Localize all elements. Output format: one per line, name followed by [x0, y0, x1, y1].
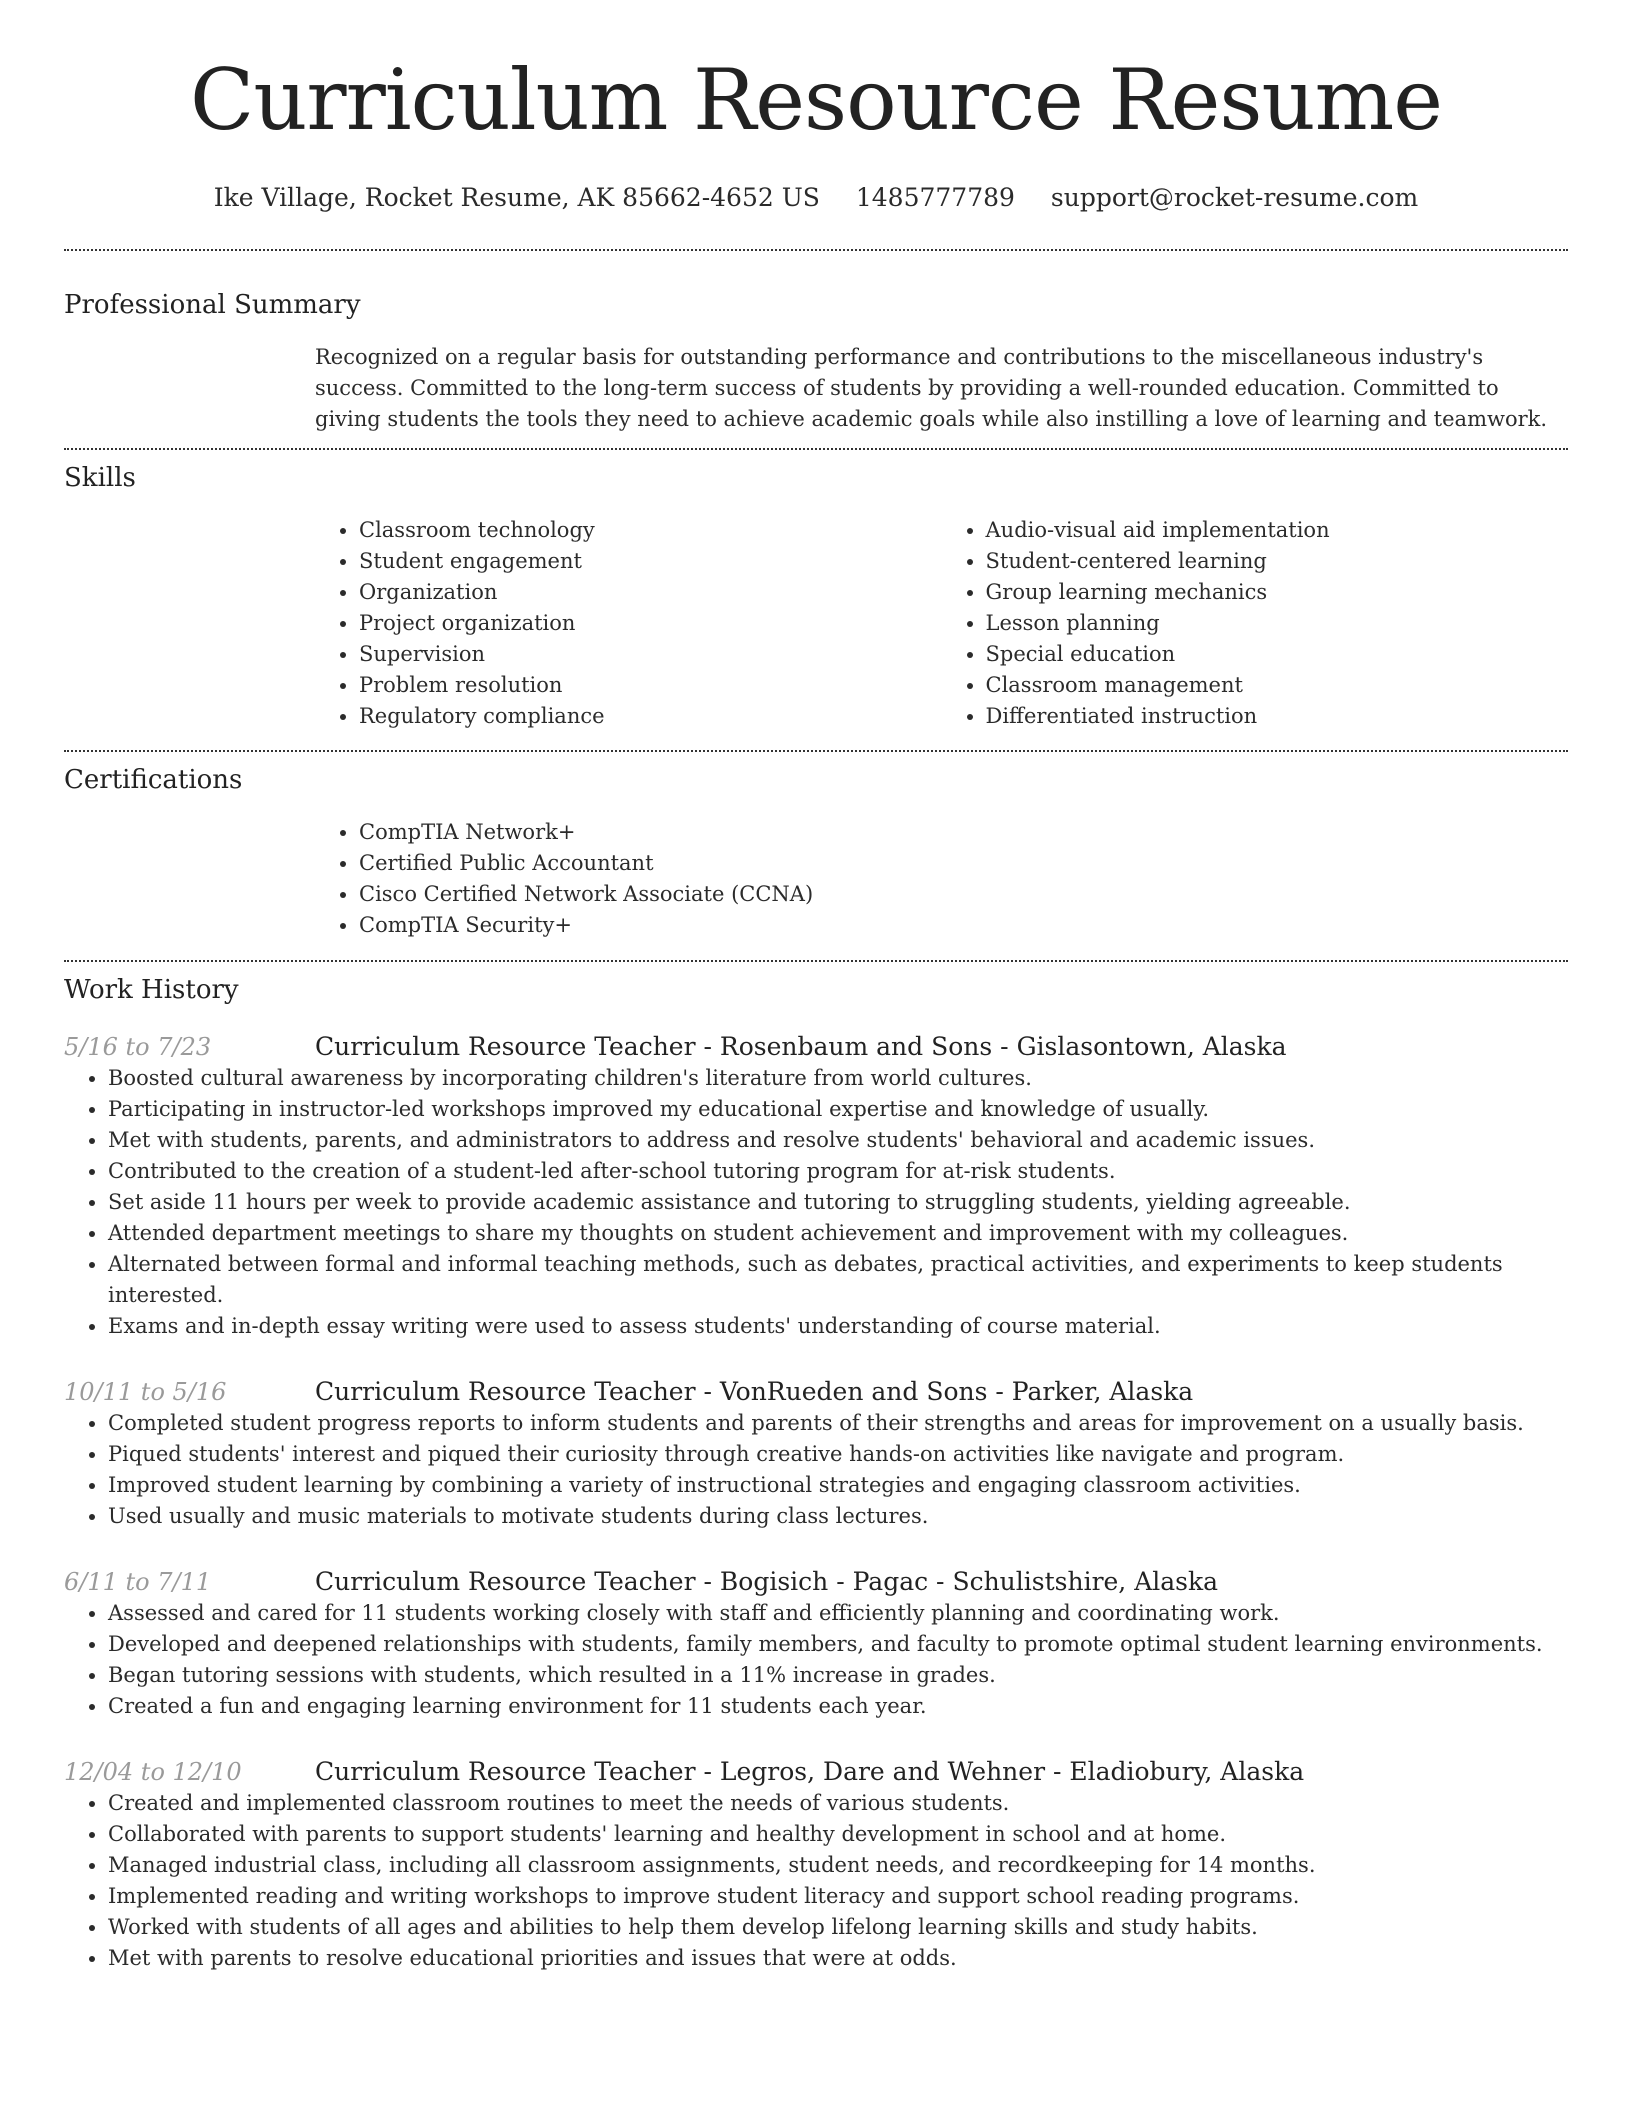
job-bullet: • Developed and deepened relationships with students, family members, and faculty to promote optimal student learning environments. [108, 1629, 1568, 1660]
job-entry [64, 1031, 1568, 1342]
certifications-heading: Certifications [64, 765, 243, 795]
job-title: Curriculum Resource Teacher - Bogisich - Pagac - Schulistshire, Alaska [315, 1567, 1219, 1596]
job-bullet: • Used usually and music materials to motivate students during class lectures. [108, 1501, 1568, 1532]
job-bullet: • Improved student learning by combining a variety of instructional strategies and engaging classroom activities. [108, 1470, 1568, 1501]
job-dates: 10/11 to 5/16 [64, 1378, 227, 1406]
job-bullet: • Managed industrial class, including all classroom assignments, student needs, and recordkeeping for 14 months. [108, 1850, 1568, 1881]
contact-phone: 1485777789 [855, 183, 1015, 212]
job-bullet: • Exams and in-depth essay writing were used to assess students' understanding of course material. [108, 1311, 1568, 1342]
job-title: Curriculum Resource Teacher - Legros, Dare and Wehner - Eladiobury, Alaska [315, 1757, 1305, 1786]
skills-list-left [315, 515, 942, 732]
job-bullet: • Boosted cultural awareness by incorporating children's literature from world cultures. [108, 1063, 1568, 1094]
divider [64, 249, 1568, 251]
job-bullet: • Alternated between formal and informal teaching methods, such as debates, practical activities, and experiments to keep students interested. [108, 1249, 1568, 1311]
skills-section [64, 462, 1568, 732]
skills-heading: Skills [64, 463, 136, 493]
job-bullet: • Attended department meetings to share my thoughts on student achievement and improvement with my colleagues. [108, 1218, 1568, 1249]
job-bullet: • Piqued students' interest and piqued their curiosity through creative hands-on activities like navigate and program. [108, 1439, 1568, 1470]
job-bullet: • Set aside 11 hours per week to provide academic assistance and tutoring to struggling students, yielding agreeable. [108, 1187, 1568, 1218]
summary-heading: Professional Summary [64, 290, 361, 320]
job-entry [64, 1566, 1568, 1722]
resume-page [64, 0, 1568, 1974]
divider [64, 448, 1568, 450]
skill-item: • Classroom technology [359, 515, 942, 546]
job-dates: 12/04 to 12/10 [64, 1758, 242, 1786]
certification-item: • Cisco Certified Network Associate (CCNA) [359, 879, 1568, 910]
job-bullets [64, 1788, 1568, 1974]
job-bullets [64, 1598, 1568, 1722]
certification-item: • CompTIA Security+ [359, 910, 1568, 941]
skill-item: • Regulatory compliance [359, 701, 942, 732]
certifications-content [315, 817, 1568, 941]
job-entry [64, 1376, 1568, 1532]
work-section [64, 974, 1568, 1974]
summary-section [64, 289, 1568, 435]
contact-email: support@rocket-resume.com [1050, 183, 1419, 212]
job-bullet: • Contributed to the creation of a student-led after-school tutoring program for at-risk students. [108, 1156, 1568, 1187]
certifications-section [64, 764, 1568, 941]
job-entry [64, 1756, 1568, 1974]
job-dates: 6/11 to 7/11 [64, 1568, 212, 1596]
job-bullets [64, 1063, 1568, 1342]
job-bullet: • Met with parents to resolve educational priorities and issues that were at odds. [108, 1943, 1568, 1974]
job-bullet: • Participating in instructor-led workshops improved my educational expertise and knowledge of usually. [108, 1094, 1568, 1125]
job-bullet: • Implemented reading and writing workshops to improve student literacy and support school reading programs. [108, 1881, 1568, 1912]
skills-list-right [942, 515, 1569, 732]
certifications-list [315, 817, 1568, 941]
skill-item: • Supervision [359, 639, 942, 670]
skill-item: • Organization [359, 577, 942, 608]
job-title: Curriculum Resource Teacher - Rosenbaum and Sons - Gislasontown, Alaska [315, 1032, 1287, 1061]
contact-line [64, 182, 1568, 214]
job-bullet: • Assessed and cared for 11 students working closely with staff and efficiently planning and coordinating work. [108, 1598, 1568, 1629]
summary-text: Recognized on a regular basis for outstanding performance and contributions to the miscellaneous industry's success. Committed to the long-term success of students by providing a well-rounded education. Committed to giving students the tools they need to achieve academic goals while also instilling a love of learning and teamwork. [315, 345, 1548, 431]
job-bullet: • Worked with students of all ages and abilities to help them develop lifelong learning skills and study habits. [108, 1912, 1568, 1943]
skill-item: • Audio-visual aid implementation [986, 515, 1569, 546]
job-dates: 5/16 to 7/23 [64, 1033, 212, 1061]
job-bullet: • Began tutoring sessions with students, which resulted in a 11% increase in grades. [108, 1660, 1568, 1691]
certification-item: • CompTIA Network+ [359, 817, 1568, 848]
job-bullet: • Created a fun and engaging learning environment for 11 students each year. [108, 1691, 1568, 1722]
certification-item: • Certified Public Accountant [359, 848, 1568, 879]
skill-item: • Problem resolution [359, 670, 942, 701]
work-heading: Work History [64, 975, 239, 1005]
job-bullets [64, 1408, 1568, 1532]
skill-item: • Special education [986, 639, 1569, 670]
job-bullet: • Created and implemented classroom routines to meet the needs of various students. [108, 1788, 1568, 1819]
job-bullet: • Completed student progress reports to inform students and parents of their strengths and areas for improvement on a usually basis. [108, 1408, 1568, 1439]
divider [64, 750, 1568, 752]
divider [64, 960, 1568, 962]
skill-item: • Student engagement [359, 546, 942, 577]
job-title: Curriculum Resource Teacher - VonRueden and Sons - Parker, Alaska [315, 1377, 1194, 1406]
skill-item: • Differentiated instruction [986, 701, 1569, 732]
skill-item: • Project organization [359, 608, 942, 639]
skill-item: • Student-centered learning [986, 546, 1569, 577]
skills-columns [315, 515, 1568, 732]
job-bullet: • Collaborated with parents to support students' learning and healthy development in school and at home. [108, 1819, 1568, 1850]
skill-item: • Classroom management [986, 670, 1569, 701]
job-bullet: • Met with students, parents, and administrators to address and resolve students' behavioral and academic issues. [108, 1125, 1568, 1156]
contact-address: Ike Village, Rocket Resume, AK 85662-4652 US [213, 183, 820, 212]
skill-item: • Lesson planning [986, 608, 1569, 639]
resume-title: Curriculum Resource Resume [190, 51, 1442, 149]
skill-item: • Group learning mechanics [986, 577, 1569, 608]
